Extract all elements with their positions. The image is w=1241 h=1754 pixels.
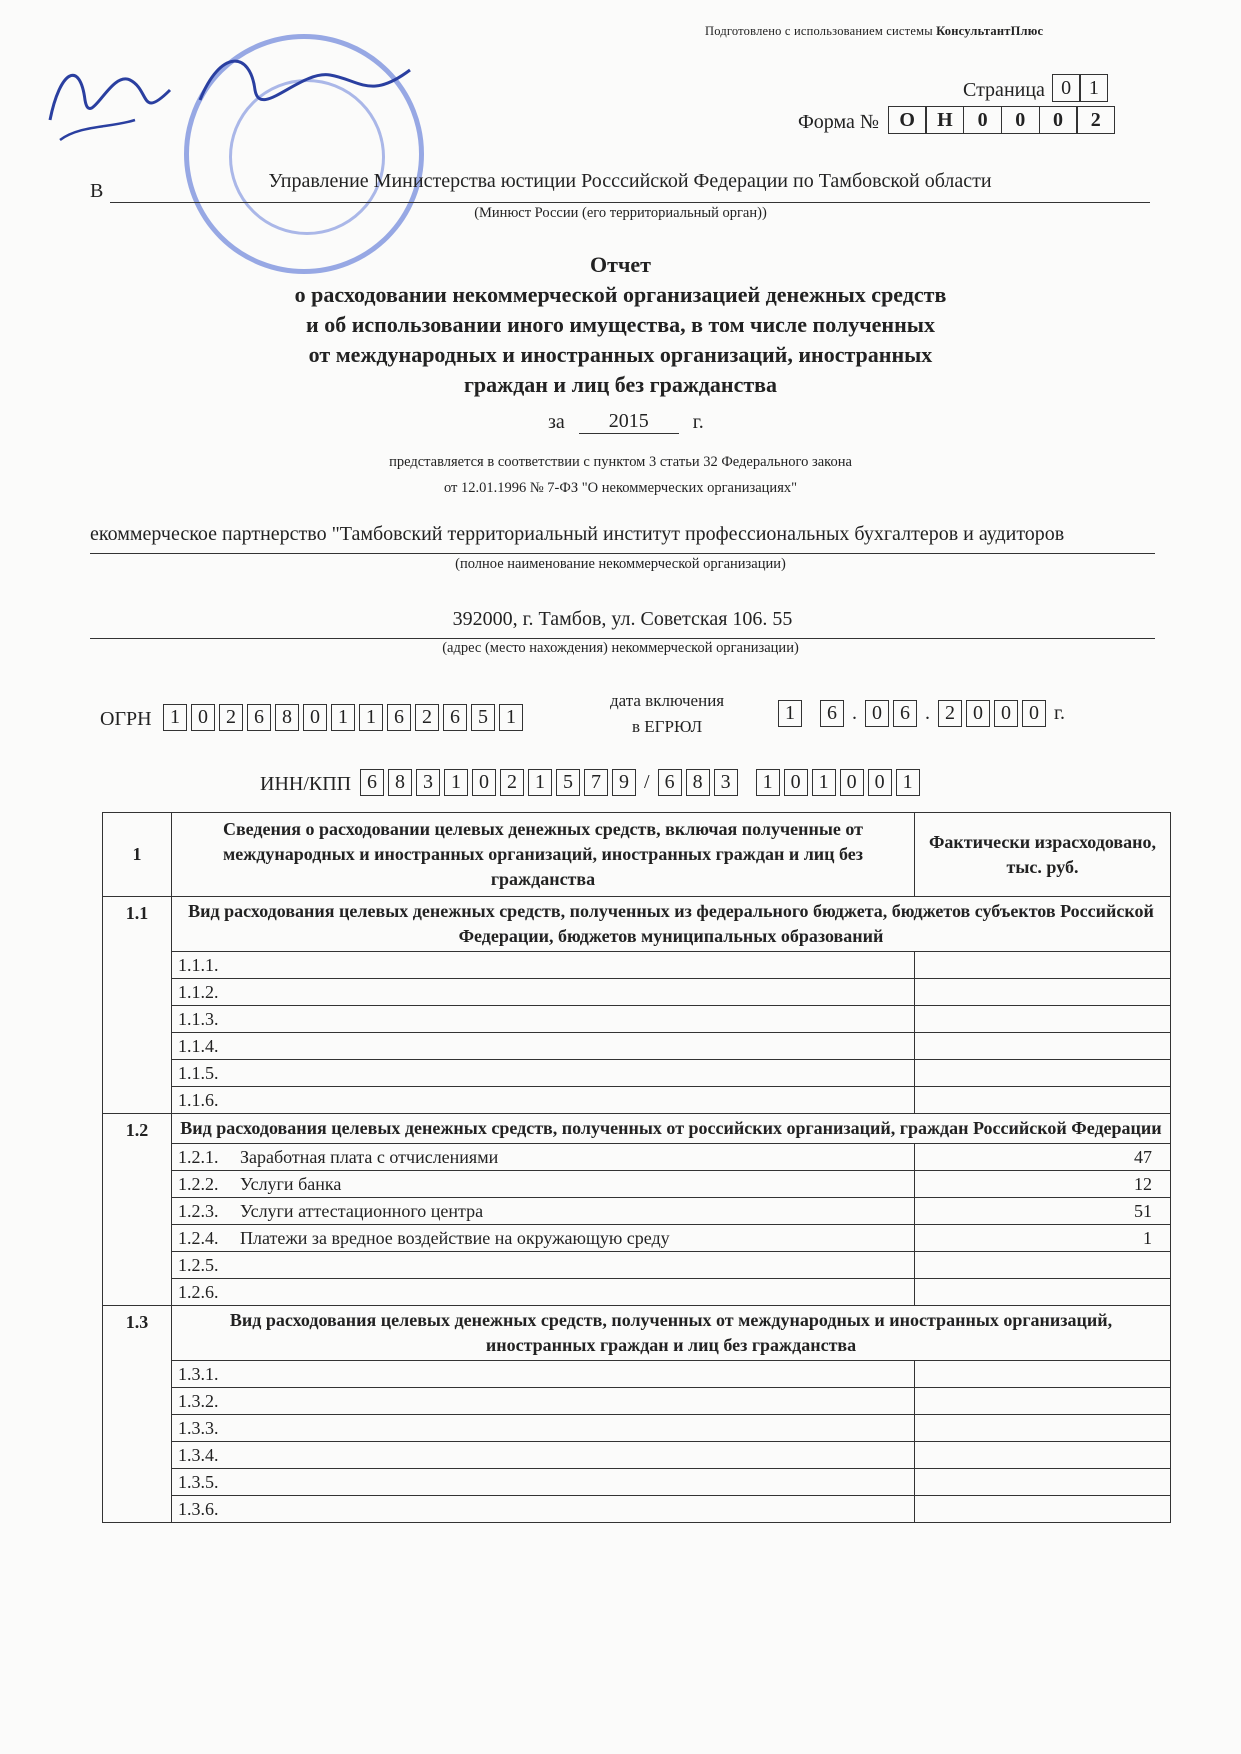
digit-box: 6 xyxy=(820,700,844,727)
table-row xyxy=(103,1033,1171,1060)
section-num: 1.2 xyxy=(103,1114,172,1306)
section-row xyxy=(103,1306,1171,1361)
row-value xyxy=(915,1415,1171,1442)
table-row xyxy=(103,1087,1171,1114)
table-row xyxy=(103,1006,1171,1033)
section-title: Вид расходования целевых денежных средств, полученных из федерального бюджета, бюджетов субъектов Российской Федерации, бюджетов муниципальных образований xyxy=(172,897,1171,952)
digit-box: 6 xyxy=(360,769,384,796)
title-line: граждан и лиц без гражданства xyxy=(463,372,778,397)
digit-box: 0 xyxy=(472,769,496,796)
row-text: Услуги банка xyxy=(240,1173,342,1194)
row-label xyxy=(172,1006,915,1033)
table-row xyxy=(103,1469,1171,1496)
digit-box: 0 xyxy=(963,106,1002,134)
section-title: Вид расходования целевых денежных средств, полученных от международных и иностранных организаций, иностранных граждан и лиц без гражданства xyxy=(172,1306,1171,1361)
row-text: Услуги аттестационного центра xyxy=(240,1200,484,1221)
row-label xyxy=(172,1388,915,1415)
row-code: 1.1.3. xyxy=(178,1008,219,1029)
table-row xyxy=(103,1388,1171,1415)
digit-box: 0 xyxy=(784,769,808,796)
digit-box: 1 xyxy=(331,704,355,731)
digit-box: 6 xyxy=(247,704,271,731)
section-row xyxy=(103,897,1171,952)
digit-box: 0 xyxy=(865,700,889,727)
title-line: Отчет xyxy=(590,252,651,277)
digit-box: 5 xyxy=(471,704,495,731)
ogrn-label: ОГРН xyxy=(100,708,152,730)
digit-box: 1 xyxy=(499,704,523,731)
digit-box: 1 xyxy=(444,769,468,796)
row-value xyxy=(915,1006,1171,1033)
row-value xyxy=(915,1060,1171,1087)
table-row xyxy=(103,1060,1171,1087)
digit-box: 2 xyxy=(415,704,439,731)
table-row xyxy=(103,952,1171,979)
digit-box: 6 xyxy=(387,704,411,731)
section-row xyxy=(103,1114,1171,1144)
table-header-row xyxy=(103,813,1171,897)
digit-box: 6 xyxy=(893,700,917,727)
digit-box: 1 xyxy=(359,704,383,731)
row-value: 12 xyxy=(915,1171,1171,1198)
table-row xyxy=(103,1442,1171,1469)
row-code: 1.2.6. xyxy=(178,1281,219,1302)
digit-box: 8 xyxy=(388,769,412,796)
digit-box: 8 xyxy=(275,704,299,731)
prepared-note: Подготовлено с использованием системы КонсультантПлюс xyxy=(705,24,1044,38)
table-row xyxy=(103,979,1171,1006)
legal-basis: представляется в соответствии с пунктом 3 статьи 32 Федерального закона от 12.01.1996 № 7-ФЗ "О некоммерческих организациях" xyxy=(389,454,852,496)
row-code: 1.3.3. xyxy=(178,1417,219,1438)
digit-box: 0 xyxy=(868,769,892,796)
row-value xyxy=(915,1496,1171,1523)
row-code: 1.1.5. xyxy=(178,1062,219,1083)
row-value xyxy=(915,1033,1171,1060)
row-text: Платежи за вредное воздействие на окружающую среду xyxy=(240,1227,670,1248)
digit-box: 0 xyxy=(303,704,327,731)
digit-box: 1 xyxy=(528,769,552,796)
row-label xyxy=(172,1279,915,1306)
table-row xyxy=(103,1279,1171,1306)
ogrn-digits xyxy=(163,704,527,731)
prepared-brand: КонсультантПлюс xyxy=(936,24,1044,38)
egrul-date-label: дата включения в ЕГРЮЛ xyxy=(610,691,725,736)
row-code: 1.1.1. xyxy=(178,954,219,975)
digit-box: 1 xyxy=(812,769,836,796)
table-row xyxy=(103,1198,1171,1225)
digit-box: 1 xyxy=(896,769,920,796)
row-code: 1.3.6. xyxy=(178,1498,219,1519)
organization-name-caption: (полное наименование некоммерческой организации) xyxy=(455,556,786,572)
row-code: 1.3.1. xyxy=(178,1363,219,1384)
page-number: Страница 0 1 xyxy=(963,74,1108,102)
row-value xyxy=(915,1252,1171,1279)
organization-address: 392000, г. Тамбов, ул. Советская 106. 55 xyxy=(90,608,1155,639)
row-label xyxy=(172,952,915,979)
row-value xyxy=(915,1279,1171,1306)
digit-box: Н xyxy=(925,106,964,134)
row-label xyxy=(172,979,915,1006)
row-value: 47 xyxy=(915,1144,1171,1171)
form-number: Форма № О Н 0 0 0 2 xyxy=(798,106,1115,134)
title-line: о расходовании некоммерческой организацией денежных средств xyxy=(294,282,947,307)
digit-box: 0 xyxy=(1022,700,1046,727)
title-line: от международных и иностранных организаций, иностранных xyxy=(308,342,933,367)
table-row xyxy=(103,1171,1171,1198)
digit-box: 0 xyxy=(966,700,990,727)
table-row xyxy=(103,1496,1171,1523)
row-code: 1.1.6. xyxy=(178,1089,219,1110)
row-label xyxy=(172,1087,915,1114)
digit-box: 0 xyxy=(994,700,1018,727)
inn-label: ИНН/КПП xyxy=(260,773,352,795)
report-title xyxy=(0,250,1241,400)
row-label xyxy=(172,1361,915,1388)
row-value xyxy=(915,1087,1171,1114)
digit-box: 6 xyxy=(658,769,682,796)
signature xyxy=(40,30,440,150)
row-code: 1.1.4. xyxy=(178,1035,219,1056)
row-label xyxy=(172,1060,915,1087)
row-code: 1.2.4. xyxy=(178,1227,219,1248)
row-code: 1.2.3. xyxy=(178,1200,219,1221)
row-label xyxy=(172,1415,915,1442)
table-row xyxy=(103,1225,1171,1252)
digit-box: 1 xyxy=(163,704,187,731)
section-title: Вид расходования целевых денежных средств, полученных от российских организаций, граждан Российской Федерации xyxy=(172,1114,1171,1144)
digit-box: 8 xyxy=(686,769,710,796)
digit-box: 0 xyxy=(1052,74,1081,102)
digit-box: 1 xyxy=(756,769,780,796)
table-row xyxy=(103,1144,1171,1171)
digit-box: 2 xyxy=(219,704,243,731)
organization-name: екоммерческое партнерство "Тамбовский территориальный институт профессиональных бухгалтеров и аудиторов xyxy=(90,523,1155,554)
digit-box: 7 xyxy=(584,769,608,796)
row-text: Заработная плата с отчислениями xyxy=(240,1146,499,1167)
inn-kpp-digits: 6 8 3 1 0 2 1 5 7 9 / 6 8 3 1 0 1 0 0 1 xyxy=(360,769,924,796)
row-value: 1 xyxy=(915,1225,1171,1252)
row-value xyxy=(915,979,1171,1006)
digit-box: 1 xyxy=(1079,74,1108,102)
row-code: 1.2.2. xyxy=(178,1173,219,1194)
title-line: и об использовании иного имущества, в том числе полученных xyxy=(306,312,935,337)
table-header-num: 1 xyxy=(103,813,172,897)
row-label xyxy=(172,1198,915,1225)
recipient-field: Управление Министерства юстиции Росcсийской Федерации по Тамбовской области xyxy=(110,170,1150,203)
row-code: 1.2.1. xyxy=(178,1146,219,1167)
report-year: за 2015 г. xyxy=(548,410,704,433)
row-value xyxy=(915,952,1171,979)
recipient-prefix: В xyxy=(90,180,104,202)
row-code: 1.3.4. xyxy=(178,1444,219,1465)
table-row xyxy=(103,1415,1171,1442)
row-label xyxy=(172,1225,915,1252)
table-header-title: Сведения о расходовании целевых денежных средств, включая полученные от международных и иностранных организаций, иностранных граждан и лиц без гражданства xyxy=(172,813,915,897)
row-value xyxy=(915,1388,1171,1415)
digit-box: 3 xyxy=(416,769,440,796)
organization-address-caption: (адрес (место нахождения) некоммерческой организации) xyxy=(442,640,799,656)
recipient-caption: (Минюст России (его территориальный орган)) xyxy=(474,205,767,221)
table-header-value: Фактически израсходовано, тыс. руб. xyxy=(915,813,1171,897)
row-label xyxy=(172,1033,915,1060)
table-row xyxy=(103,1361,1171,1388)
row-label xyxy=(172,1469,915,1496)
digit-box: 0 xyxy=(1039,106,1078,134)
digit-box: 2 xyxy=(938,700,962,727)
table-row xyxy=(103,1252,1171,1279)
digit-box: 6 xyxy=(443,704,467,731)
digit-box: 0 xyxy=(1001,106,1040,134)
expenses-table xyxy=(102,812,1171,1523)
row-label xyxy=(172,1171,915,1198)
digit-box: 2 xyxy=(1076,106,1115,134)
section-num: 1.3 xyxy=(103,1306,172,1523)
digit-box: 1 xyxy=(778,700,802,727)
row-value xyxy=(915,1361,1171,1388)
row-label xyxy=(172,1496,915,1523)
digit-box: О xyxy=(888,106,927,134)
row-value xyxy=(915,1469,1171,1496)
row-code: 1.1.2. xyxy=(178,981,219,1002)
row-label xyxy=(172,1252,915,1279)
digit-box: 0 xyxy=(840,769,864,796)
digit-box: 3 xyxy=(714,769,738,796)
row-label xyxy=(172,1144,915,1171)
row-label xyxy=(172,1442,915,1469)
digit-box: 0 xyxy=(191,704,215,731)
row-code: 1.3.2. xyxy=(178,1390,219,1411)
row-value: 51 xyxy=(915,1198,1171,1225)
row-value xyxy=(915,1442,1171,1469)
egrul-date: 1 6 . 0 6 . 2 0 0 0 г. xyxy=(778,700,1065,727)
digit-box: 9 xyxy=(612,769,636,796)
digit-box: 2 xyxy=(500,769,524,796)
row-code: 1.2.5. xyxy=(178,1254,219,1275)
row-code: 1.3.5. xyxy=(178,1471,219,1492)
digit-box: 5 xyxy=(556,769,580,796)
section-num: 1.1 xyxy=(103,897,172,1114)
